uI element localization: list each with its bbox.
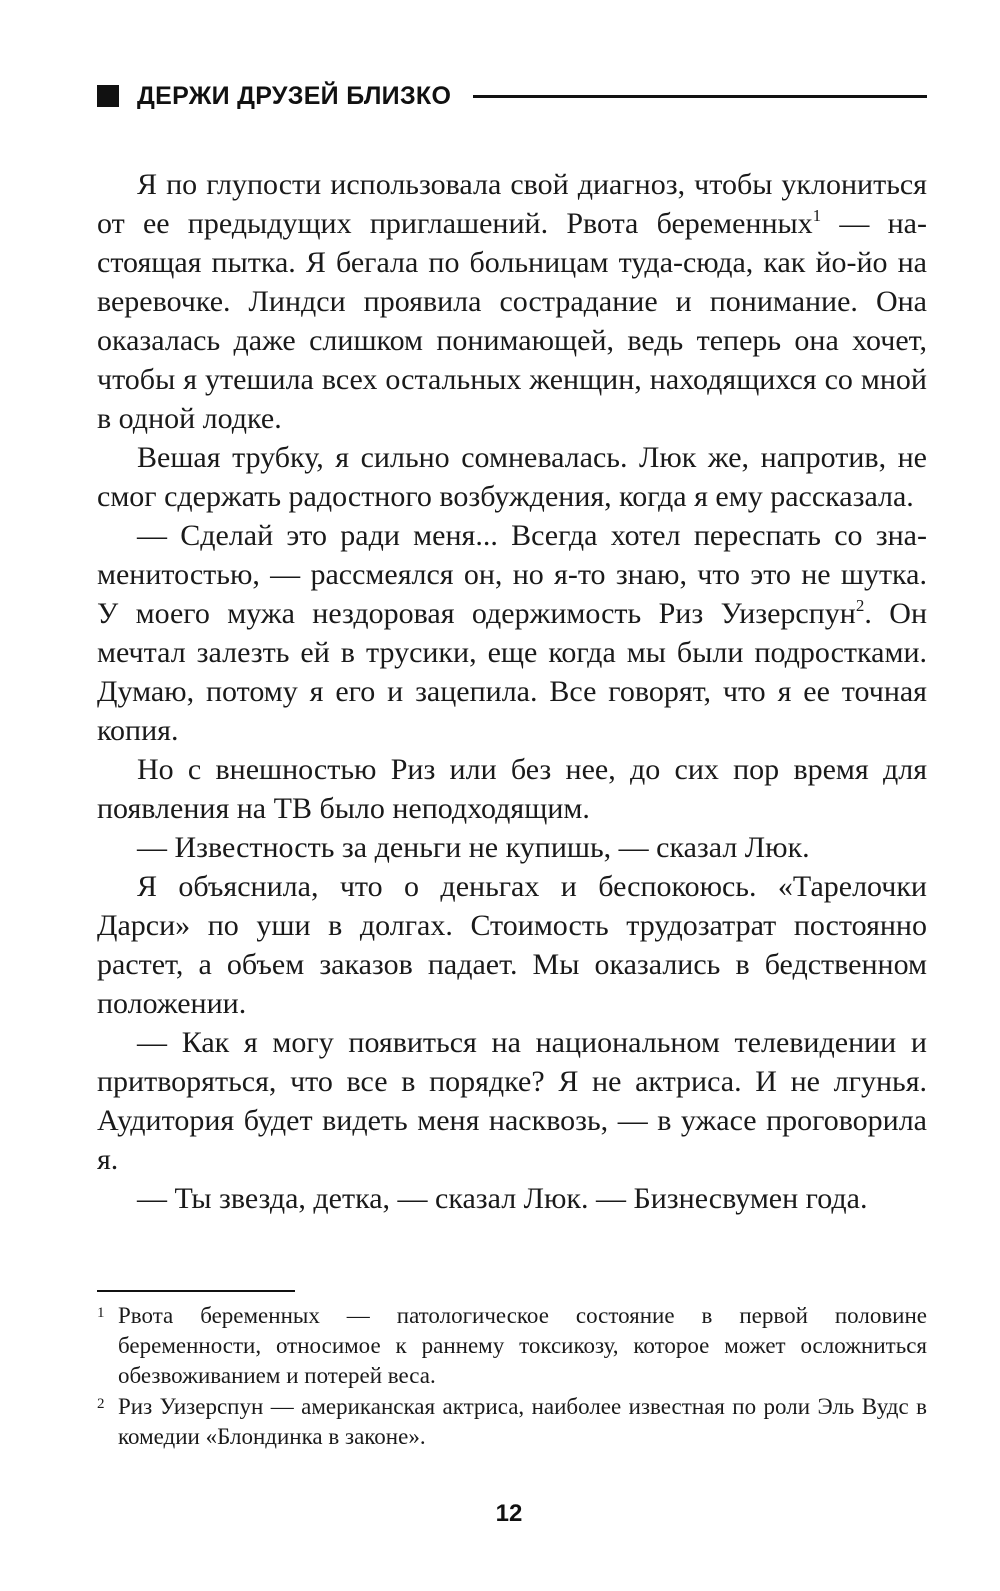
footnote-1: [97, 1301, 927, 1391]
paragraph-1: [97, 165, 927, 438]
paragraph-7: — Как я могу появиться на национальном телевидении и притворяться, что все в порядке? Я не актриса. И не лгунья. Аудитория будет видеть меня насквозь, — в ужасе проговорила я.: [97, 1026, 927, 1176]
running-head-square-mark: [97, 85, 119, 107]
footnotes: [97, 1301, 927, 1453]
footnote-2-number: 2: [97, 1396, 105, 1412]
paragraph-4: Но с внешностью Риз или без нее, до сих пор время для появления на ТВ было неподходящим.: [97, 753, 927, 825]
running-head-title: ДЕРЖИ ДРУЗЕЙ БЛИЗКО: [137, 81, 452, 110]
paragraph-6: Я объяснила, что о деньгах и беспокоюсь. «Тарелочки Дарси» по уши в долгах. Стоимость трудозатрат постоянно растет, а объем заказов падает. Мы оказались в бедственном положении.: [97, 870, 927, 1020]
paragraph-3-continuation: . Он мечтал залезть ей в трусики, еще когда мы были подростками. Думаю, потому я его и зацепила. Все говорят, что я ее точная копия.: [97, 597, 927, 747]
paragraph-8: — Ты звезда, детка, — сказал Люк. — Бизнесвумен года.: [137, 1182, 868, 1215]
main-text: [97, 165, 927, 1218]
paragraph-5: — Известность за деньги не купишь, — сказал Люк.: [137, 831, 810, 864]
running-head: [97, 78, 927, 114]
footnote-1-text: Рвота беременных — патологическое состояние в первой половине беременности, относимое к раннему токсикозу, которое может осложниться обезвоживанием и потерей веса.: [118, 1303, 927, 1388]
footnote-2-text: Риз Уизерспун — американская актриса, наиболее известная по роли Эль Вудс в комедии «Блондинка в законе».: [118, 1394, 927, 1449]
paragraph-3: [97, 516, 927, 750]
paragraph-3-text: — Сделай это ради меня... Всегда хотел переспать со знаменитостью, — рассмеялся он, но я-то знаю, что это не шутка. У моего мужа нездоровая одержимость Риз Уизерспун: [97, 519, 927, 630]
footnote-ref-2: 2: [855, 596, 865, 615]
paragraph-1-text: Я по глупости использовала свой диагноз, чтобы уклониться от ее предыдущих приглашений. Рвота беременных: [97, 168, 927, 240]
paragraph-1-continuation: — настоящая пытка. Я бегала по больницам туда-сюда, как йо-йо на веревочке. Линдси проявила сострадание и понимание. Она оказалась даже слишком понимающей, ведь теперь она хочет, чтобы я утешила всех остальных женщин, находящихся со мной в одной лодке.: [97, 207, 927, 435]
running-head-rule: [473, 95, 927, 98]
paragraph-2: Вешая трубку, я сильно сомневалась. Люк же, напротив, не смог сдержать радостного возбуждения, когда я ему рассказала.: [97, 441, 927, 513]
footnote-2: [97, 1392, 927, 1452]
footnote-separator: [97, 1290, 295, 1292]
footnote-ref-1: 1: [812, 206, 822, 225]
page-number: 12: [495, 1500, 523, 1527]
footnote-1-number: 1: [97, 1305, 105, 1321]
